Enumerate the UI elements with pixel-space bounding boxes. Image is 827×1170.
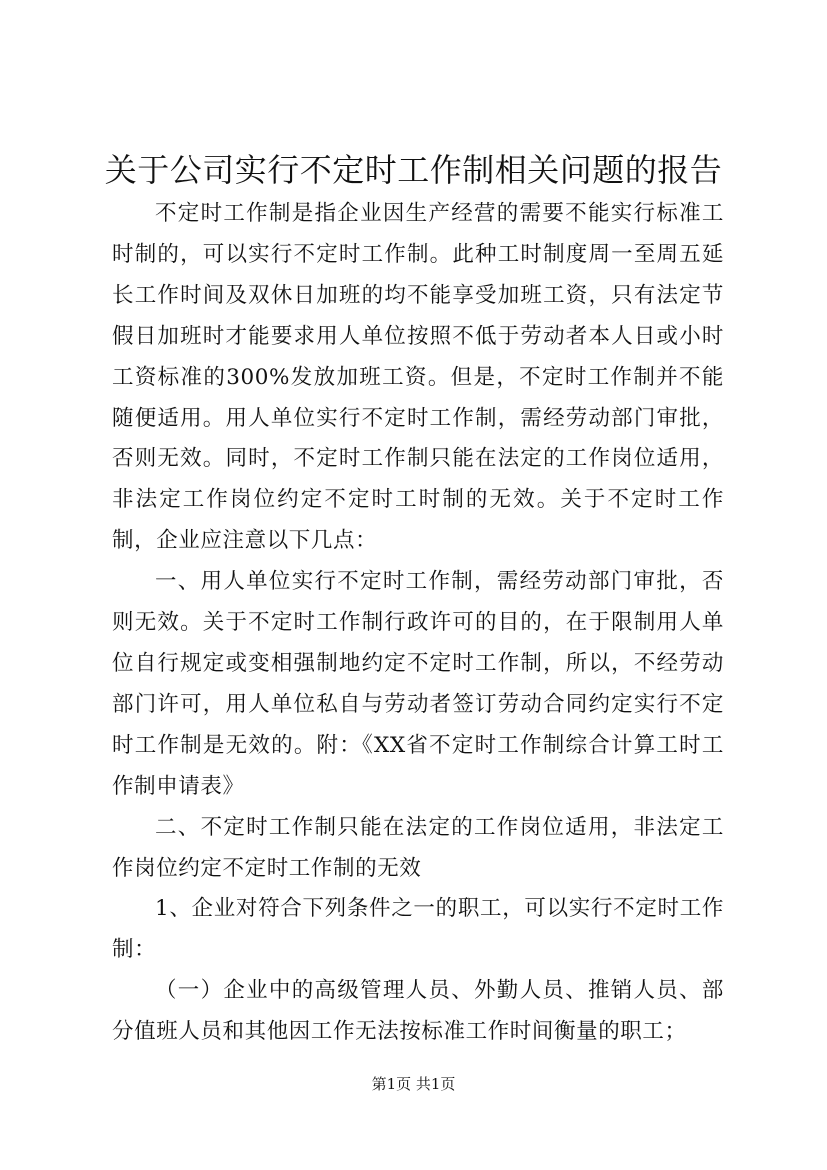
paragraph-point-one: 一、用人单位实行不定时工作制，需经劳动部门审批，否则无效。关于不定时工作制行政许可的目的，在于限制用人单位自行规定或变相强制地约定不定时工作制，所以，不经劳动部门许可，用人单位私自与劳动者签订劳动合同约定实行不定时工作制是无效的。附：《XX省不定时工作制综合计算工时工作制申请表》 <box>112 569 724 799</box>
paragraph-condition-one: （一）企业中的高级管理人员、外勤人员、推销人员、部分值班人员和其他因工作无法按标准工作时间衡量的职工； <box>112 978 724 1045</box>
paragraph-intro: 不定时工作制是指企业因生产经营的需要不能实行标准工时制的，可以实行不定时工作制。此种工时制度周一至周五延长工作时间及双休日加班的均不能享受加班工资，只有法定节假日加班时才能要求用人单位按照不低于劳动者本人日或小时工资标准的300%发放加班工资。但是，不定时工作制并不能随便适用。用人单位实行不定时工作制，需经劳动部门审批，否则无效。同时，不定时工作制只能在法定的工作岗位适用，非法定工作岗位约定不定时工时制的无效。关于不定时工作制，企业应注意以下几点： <box>112 201 724 554</box>
page-footer: 第1页 共1页 <box>371 1075 456 1093</box>
paragraph-condition-heading: 1、企业对符合下列条件之一的职工，可以实行不定时工作制： <box>112 896 724 963</box>
document-body <box>112 194 724 1053</box>
paragraph-point-two: 二、不定时工作制只能在法定的工作岗位适用，非法定工作岗位约定不定时工作制的无效 <box>112 814 724 881</box>
document-title: 关于公司实行不定时工作制相关问题的报告 <box>104 151 723 189</box>
